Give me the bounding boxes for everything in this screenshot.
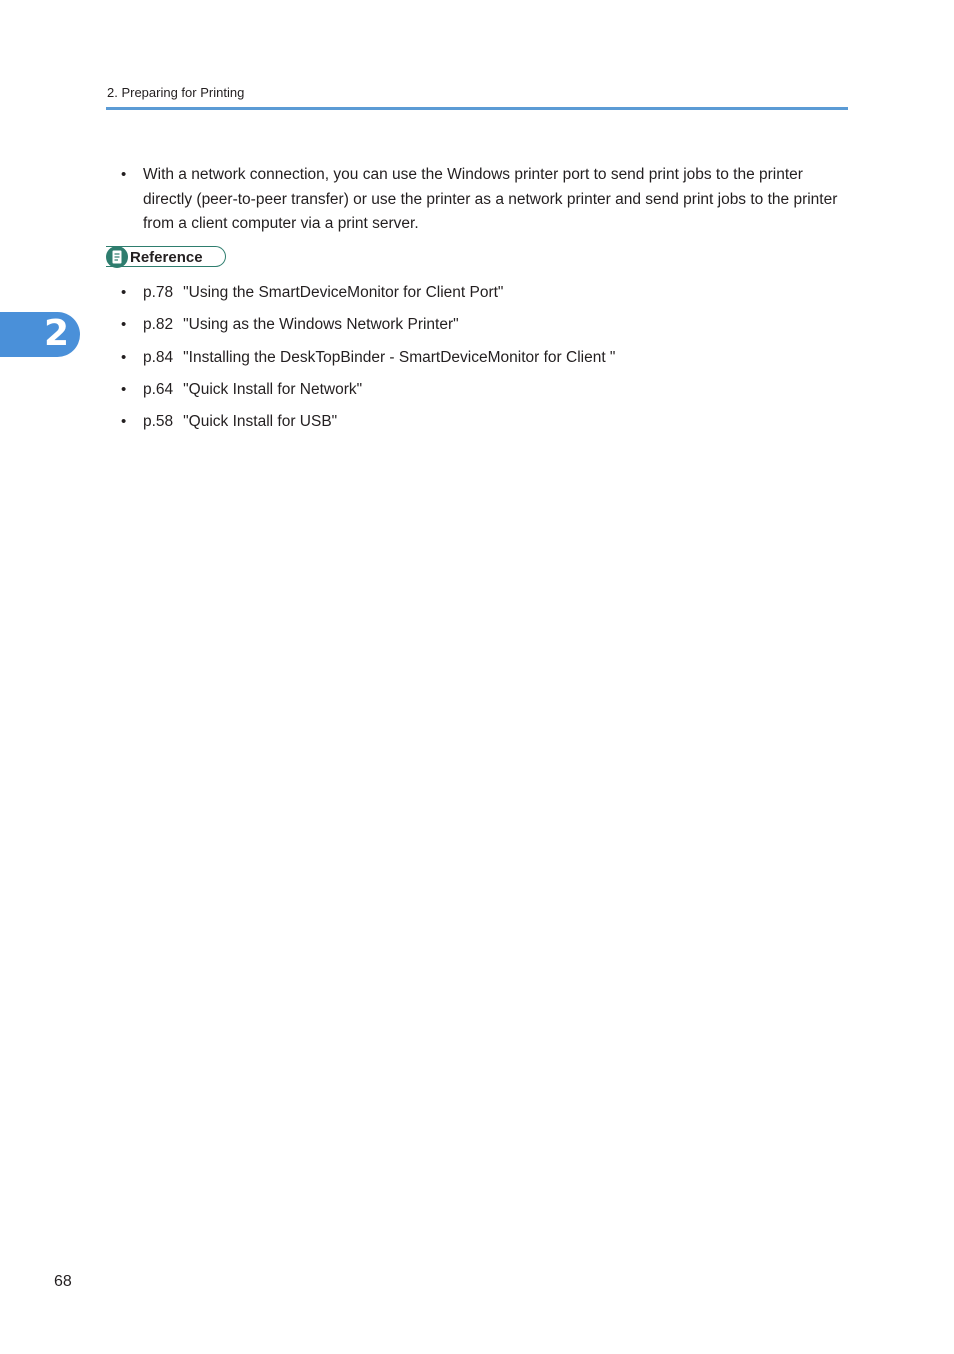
- reference-list: [121, 281, 616, 442]
- reference-item[interactable]: [121, 378, 615, 410]
- page-number: 68: [54, 1273, 72, 1290]
- bullet-icon: •: [121, 166, 127, 183]
- reference-note-icon: [106, 246, 128, 268]
- bullet-icon: •: [121, 284, 127, 301]
- reference-item[interactable]: [121, 346, 616, 378]
- bullet-icon: •: [121, 348, 127, 366]
- chapter-tab: [0, 312, 80, 357]
- reference-page[interactable]: p.64: [143, 380, 174, 398]
- reference-item[interactable]: [121, 410, 615, 442]
- reference-label: Reference: [130, 249, 203, 266]
- header-rule: [106, 107, 848, 110]
- running-header: 2. Preparing for Printing: [107, 85, 245, 100]
- bullet-icon: •: [121, 380, 127, 398]
- intro-text: With a network connection, you can use the Windows printer port to send print jobs to the printer directly (peer-to-peer transfer) or use the printer as a network printer and send print jobs to the printer from a client computer via a print server.: [143, 166, 838, 232]
- reference-page[interactable]: p.84: [143, 348, 174, 366]
- chapter-number: 2: [44, 313, 70, 354]
- reference-title[interactable]: "Installing the DeskTopBinder - SmartDeviceMonitor for Client ": [183, 348, 616, 366]
- reference-title[interactable]: "Using the SmartDeviceMonitor for Client Port": [183, 284, 504, 301]
- reference-page[interactable]: p.78: [143, 284, 174, 301]
- reference-title[interactable]: "Quick Install for USB": [183, 413, 338, 431]
- reference-heading: [106, 246, 226, 267]
- reference-item[interactable]: [121, 313, 615, 345]
- bullet-icon: •: [121, 413, 127, 431]
- reference-title[interactable]: "Using as the Windows Network Printer": [183, 316, 459, 334]
- reference-title[interactable]: "Quick Install for Network": [183, 380, 363, 398]
- reference-item[interactable]: [121, 281, 615, 313]
- reference-page[interactable]: p.82: [143, 316, 174, 334]
- bullet-icon: •: [121, 316, 127, 334]
- intro-bullet: [121, 163, 855, 237]
- reference-page[interactable]: p.58: [143, 413, 174, 431]
